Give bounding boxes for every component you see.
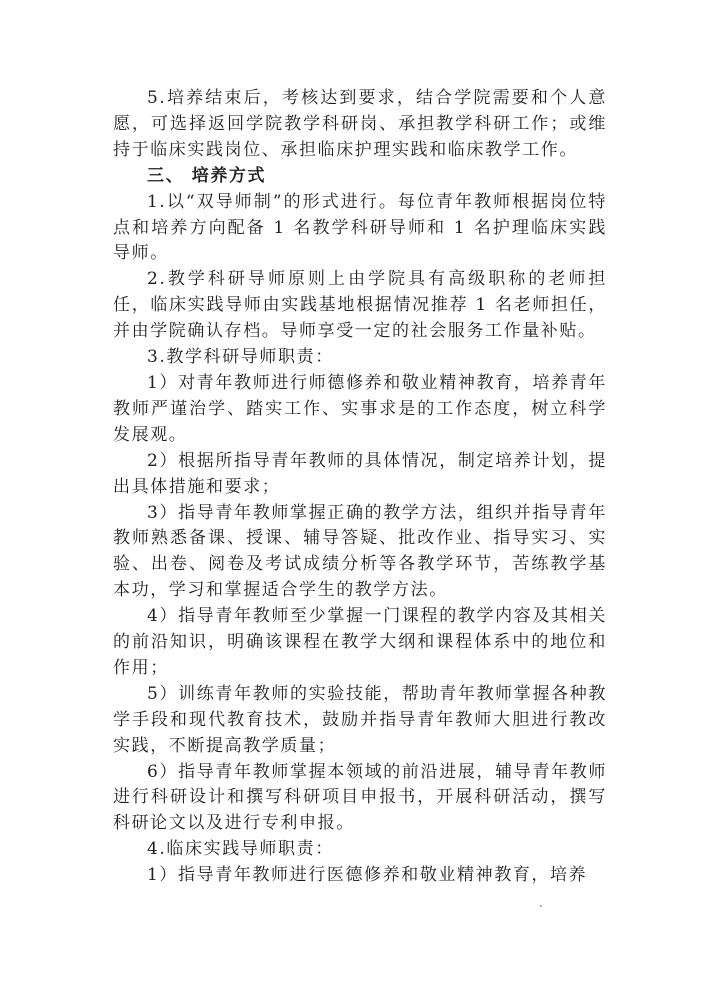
paragraph: 1）指导青年教师进行医德修养和敬业精神教育，培养	[147, 865, 588, 886]
section-heading: 三、 培养方式	[147, 165, 267, 186]
paragraph: 3.教学科研导师职责：	[147, 347, 334, 368]
paragraph: 5.培养结束后，考核达到要求，结合学院需要和个人意愿，可选择返回学院教学科研岗、承担教学科研工作；或维持于临床实践岗位、承担临床护理实践和临床教学工作。	[113, 88, 607, 160]
paragraph: 2.教学科研导师原则上由学院具有高级职称的老师担任，临床实践导师由实践基地根据情况推荐 1 名老师担任，并由学院确认存档。导师享受一定的社会服务工作量补贴。	[113, 269, 607, 342]
paragraph: 4.临床实践导师职责：	[147, 839, 334, 860]
paragraph: 2）根据所指导青年教师的具体情况，制定培养计划，提出具体措施和要求；	[113, 450, 607, 497]
scan-speck	[540, 905, 542, 907]
paragraph: 1.以“双导师制”的形式进行。每位青年教师根据岗位特点和培养方向配备 1 名教学科研导师和 1 名护理临床实践导师。	[113, 191, 607, 264]
paragraph: 3）指导青年教师掌握正确的教学方法，组织并指导青年教师熟悉备课、授课、辅导答疑、批改作业、指导实习、实验、出卷、阅卷及考试成绩分析等各教学环节，苦练教学基本功，学习和掌握适合学生的教学方法。	[113, 502, 607, 601]
paragraph: 5）训练青年教师的实验技能，帮助青年教师掌握各种教学手段和现代教育技术，鼓励并指导青年教师大胆进行教改实践，不断提高教学质量；	[113, 683, 607, 756]
paragraph: 1）对青年教师进行师德修养和敬业精神教育，培养青年教师严谨治学、踏实工作、实事求是的工作态度，树立科学发展观。	[113, 372, 607, 445]
paragraph: 6）指导青年教师掌握本领域的前沿进展，辅导青年教师进行科研设计和撰写科研项目申报书，开展科研活动，撰写科研论文以及进行专利申报。	[113, 761, 607, 834]
document-body	[113, 86, 607, 889]
paragraph: 4）指导青年教师至少掌握一门课程的教学内容及其相关的前沿知识，明确该课程在教学大纲和课程体系中的地位和作用；	[113, 606, 607, 678]
